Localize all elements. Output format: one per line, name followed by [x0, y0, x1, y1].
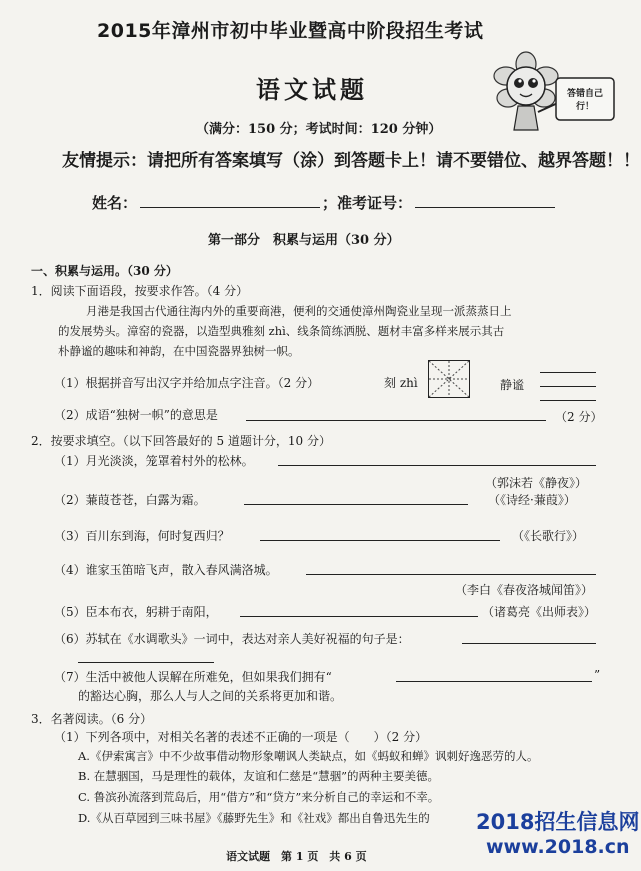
pinyin-answer-line-2[interactable] — [540, 386, 596, 387]
tian-grid-box[interactable] — [428, 360, 470, 398]
q1-word2: 静谧 — [500, 378, 525, 392]
idiom-answer-line[interactable] — [246, 420, 546, 421]
q2-item4: （4）谁家玉笛暗飞声，散入春风满洛城。 — [54, 563, 278, 577]
pinyin-answer-line-3[interactable] — [540, 400, 596, 401]
q1-passage-line1: 月港是我国古代通往海内外的重要商港，便利的交通使漳州陶瓷业呈现一派蒸蒸日上 — [86, 304, 512, 318]
page-footer: 语文试题 第 1 页 共 6 页 — [226, 850, 367, 863]
id-label: ；准考证号： — [322, 194, 413, 212]
q1-stem: 1．阅读下面语段，按要求作答。（4 分） — [31, 284, 249, 298]
notice: 友情提示：请把所有答案填写（涂）到答题卡上！请不要错位、越界答题！！ — [62, 151, 640, 171]
q2-item1-line[interactable] — [278, 465, 596, 466]
q2-item2: （2）蒹葭苍苍，白露为霜。 — [54, 493, 206, 507]
q2-item6: （6）苏轼在《水调歌头》一词中，表达对亲人美好祝福的句子是： — [54, 632, 410, 646]
q2-item7-closing-quote: ” — [594, 668, 601, 682]
q2-item2-line[interactable] — [244, 504, 468, 505]
name-field[interactable] — [140, 207, 320, 208]
q2-item3-line[interactable] — [260, 540, 500, 541]
q3-sub1: （1）下列各项中，对相关名著的表述不正确的一项是（ ）（2 分） — [54, 730, 428, 744]
id-field[interactable] — [415, 207, 555, 208]
exam-title: 2015年漳州市初中毕业暨高中阶段招生考试 — [97, 20, 484, 42]
q1-sub2: （2）成语“独树一帜”的意思是 — [54, 408, 218, 422]
q2-item3-source: （《长歌行》） — [512, 529, 585, 543]
q2-item1: （1）月光淡淡，笼罩着村外的松林。 — [54, 454, 254, 468]
subject-title: 语文试题 — [256, 75, 368, 104]
q1-sub2-score: （2 分） — [555, 410, 603, 424]
q2-item5: （5）臣本布衣，躬耕于南阳， — [54, 605, 218, 619]
q2-item5-line[interactable] — [240, 616, 478, 617]
q2-item6-line-1[interactable] — [462, 643, 596, 644]
mascot-logo — [478, 50, 618, 145]
q2-item2-source: （《诗经·蒹葭》） — [488, 493, 576, 507]
q2-item4-line[interactable] — [306, 574, 596, 575]
q3-option-a: A.《伊索寓言》中不少故事借动物形象嘲讽人类缺点，如《蚂蚁和蝉》讽刺好逸恶劳的人。 — [78, 749, 539, 763]
q2-item1-source: （郭沫若《静夜》） — [485, 476, 588, 490]
q2-stem: 2．按要求填空。（以下回答最好的 5 道题计分，10 分） — [31, 434, 331, 448]
watermark-site-name: 2018招生信息网 — [476, 810, 640, 834]
pinyin-answer-line-1[interactable] — [540, 372, 596, 373]
q1-word1: 刻 zhì — [384, 376, 418, 390]
q2-item6-line-2[interactable] — [78, 662, 214, 663]
section1-title: 一、积累与运用。（30 分） — [31, 264, 178, 278]
q3-option-c: C. 鲁滨孙流落到荒岛后，用“借方”和“贷方”来分析自己的幸运和不幸。 — [78, 790, 440, 804]
q2-item7: （7）生活中被他人误解在所难免，但如果我们拥有“ — [54, 670, 332, 684]
grid-guide-icon — [429, 361, 469, 397]
q2-item7-line[interactable] — [396, 681, 592, 682]
q3-option-b: B. 在慧骃国，马是理性的载体，友谊和仁慈是“慧骃”的两种主要美德。 — [78, 769, 440, 783]
q2-item5-source: （诸葛亮《出师表》） — [482, 605, 597, 619]
watermark-url: www.2018.cn — [486, 836, 630, 858]
q1-sub1: （1）根据拼音写出汉字并给加点字注音。（2 分） — [54, 376, 320, 390]
mascot-bubble-text: 答错自己 行！ — [566, 89, 603, 112]
q1-passage-line3: 朴静谧的趣味和神韵，在中国瓷器界独树一帜。 — [58, 344, 300, 358]
q1-passage-line2: 的发展势头。漳窑的瓷器，以造型典雅刻 zhì、线条简练洒脱、题材丰富多样来展示其古 — [58, 324, 505, 338]
q2-item3: （3）百川东到海，何时复西归？ — [54, 529, 230, 543]
name-label: 姓名： — [92, 194, 138, 212]
score-time: （满分：150 分；考试时间：120 分钟） — [196, 122, 442, 137]
q2-item7-cont: 的豁达心胸，那么人与人之间的关系将更加和谐。 — [78, 689, 343, 703]
q3-stem: 3．名著阅读。（6 分） — [31, 712, 153, 726]
part1-title: 第一部分 积累与运用（30 分） — [208, 233, 400, 248]
q2-item4-source: （李白《春夜洛城闻笛》） — [455, 583, 594, 597]
q3-option-d: D.《从百草园到三味书屋》《藤野先生》和《社戏》都出自鲁迅先生的 — [78, 811, 430, 825]
